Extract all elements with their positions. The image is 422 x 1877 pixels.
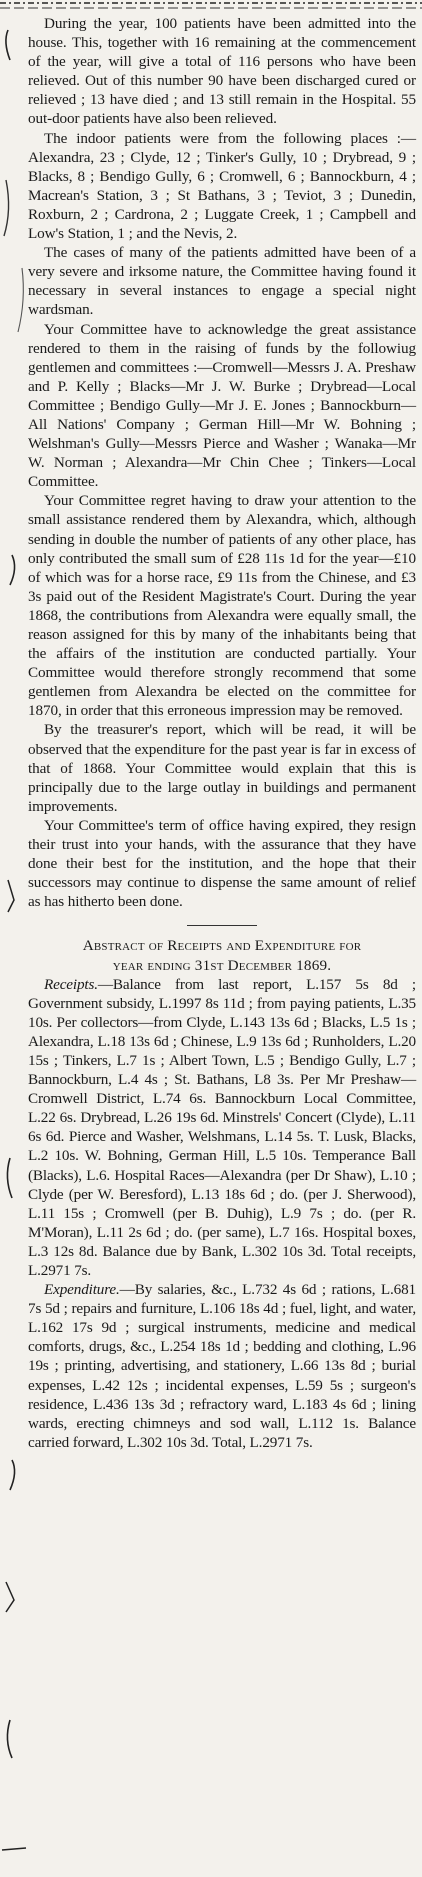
abstract-heading-line1: Abstract of Receipts and Expenditure for	[82, 937, 362, 955]
report-paragraph: Your Committee have to acknowledge the great assistance rendered to them in the raising of funds by the followiug gentlemen and committees :—Cromwell—Messrs J. A. Preshaw and P. Kelly ; Blacks—Mr J. W. Burke ; Drybread—Local Committee ; Bendigo Gully—Mr J. E. Jones ; Bannockburn—All Nations' Company ; German Hill—Mr W. Bohning ; Welshman's Gully—Messrs Pierce and Washer ; Wanaka—Mr W. Norman ; Alexandra—Mr Chin Chee ; Tinkers—Local Committee.	[28, 320, 416, 491]
receipts-label: Receipts.	[44, 975, 98, 993]
report-paragraph: Your Committee's term of office having expired, they resign their trust into your hands, with the assurance that they have done their best for the institution, and the hope that their successors may continue to dispense the same amount of relief as has hitherto been done.	[28, 816, 416, 911]
top-border-rule	[0, 0, 422, 12]
section-divider	[187, 925, 257, 926]
article-column	[28, 14, 416, 1452]
report-paragraph: The cases of many of the patients admitted have been of a very severe and irksome nature, the Committee having found it necessary in several instances to engage a special night wardsman.	[28, 244, 416, 319]
abstract-heading-line2: year ending 31st December 1869.	[112, 956, 332, 974]
report-paragraph: During the year, 100 patients have been admitted into the house. This, together with 16 remaining at the commencement of the year, will give a total of 116 persons who have been relieved. Out of this number 90 have been discharged cured or relieved ; 13 have died ; and 13 still remain in the Hospital. 55 out-door patients have also been relieved.	[28, 15, 416, 128]
margin-annotation-marks	[0, 0, 28, 1877]
expenditure-label: Expenditure.	[44, 1281, 120, 1299]
abstract-heading	[28, 936, 416, 974]
report-paragraph: The indoor patients were from the following places :—Alexandra, 23 ; Clyde, 12 ; Tinker's Gully, 10 ; Drybread, 9 ; Blacks, 8 ; Bendigo Gully, 6 ; Cromwell, 6 ; Bannockburn, 4 ; Macrean's Station, 3 ; St Bathans, 3 ; Teviot, 3 ; Dunedin, Roxburn, 2 ; Cardrona, 2 ; Luggate Creek, 1 ; Campbell and Low's Station, 1 ; and the Nevis, 2.	[28, 129, 416, 243]
receipts-text: —Balance from last report, L.157 5s 8d ; Government subsidy, L.1997 8s 11d ; from paying patients, L.35 10s. Per collectors—from Clyde, L.143 13s 6d ; Blacks, L.5 1s ; Alexandra, L.18 13s 6d ; Chinese, L.9 13s 6d ; Runholders, L.20 15s ; Tinkers, L.7 1s ; Albert Town, L.5 ; Bendigo Gully, L.7 ; Bannockburn, L.4 4s ; St. Bathans, L8 3s. Per Mr Preshaw—Cromwell District, L.74 6s. Bannockburn Local Committee, L.22 6s. Drybread, L.26 19s 6d. Minstrels' Concert (Clyde), L.11 6s 6d. Pierce and Washer, Welshmans, L.14 5s. T. Lusk, Blacks, L.2 10s. W. Bohning, German Hill, L.5 10s. Temperance Ball (Blacks), L.6. Hospital Races—Alexandra (per Dr Shaw), L.10 ; Clyde (per W. Beresford), L.13 18s 6d ; do. (per J. Sherwood), L.11 15s ; Cromwell (per B. Duhig), L.9 7s ; do. (per R. M'Moran), L.11 2s 6d ; do. (per same), L.7 16s. Hospital boxes, L.3 12s 8d. Balance due by Bank, L.302 10s 3d. Total receipts, L.2971 7s.	[28, 975, 416, 1279]
report-paragraph: Your Committee regret having to draw your attention to the small assistance rendered them by Alexandra, which, although sending in double the number of patients of any other place, has only contributed the small sum of £28 11s 1d for the year—£10 of which was for a horse race, £9 11s from the Chinese, and £3 3s paid out of the Resident Magistrate's Court. During the year 1868, the contributions from Alexandra were equally small, the reason assigned for this by many of the inhabitants being that the affairs of the institution are conducted partially. Your Committee would therefore strongly recommend that some gentlemen from Alexandra be elected on the committee for 1870, in order that this erroneous impression may be removed.	[28, 492, 416, 720]
expenditure-section	[28, 1280, 416, 1452]
expenditure-text: —By salaries, &c., L.732 4s 6d ; rations, L.681 7s 5d ; repairs and furniture, L.106 18s 4d ; fuel, light, and water, L.162 17s 9d ; surgical instruments, medicine and medical comforts, drugs, &c., L.254 18s 1d ; bedding and clothing, L.96 19s ; printing, advertising, and stationery, L.66 13s 8d ; burial expenses, L.42 12s ; incidental expenses, L.59 5s ; surgeon's residence, L.436 13s 3d ; refractory ward, L.183 4s 6d ; lining wards, erecting chimneys and sod wall, L.112 1s. Balance carried forward, L.302 10s 3d. Total, L.2971 7s.	[28, 1281, 416, 1451]
receipts-section	[28, 975, 416, 1281]
report-paragraph: By the treasurer's report, which will be read, it will be observed that the expenditure for the past year is far in excess of that of 1868. Your Committee would explain that this is principally due to the large outlay in buildings and permanent improvements.	[28, 721, 416, 815]
